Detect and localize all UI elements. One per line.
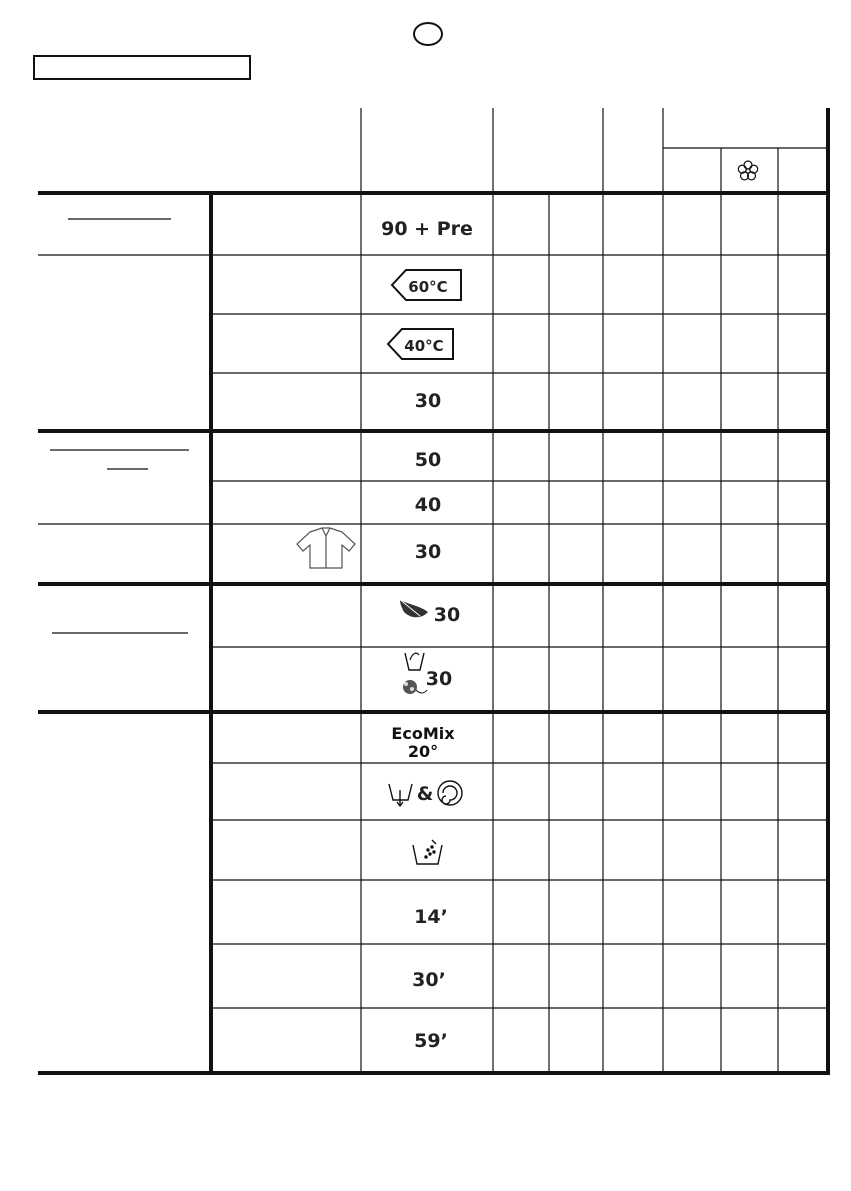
program-time: 14’ [414, 906, 448, 928]
ecomix-label: EcoMix [391, 724, 455, 743]
program-temp: 30 [414, 390, 442, 412]
feather-icon [398, 598, 428, 617]
rinse-icon [413, 840, 442, 864]
program-time: 59’ [414, 1030, 448, 1052]
program-time: 30’ [412, 969, 446, 991]
name-underlines [50, 219, 189, 633]
program-temp: 50 [414, 449, 442, 471]
program-temp: 40°C [404, 337, 444, 355]
shirt-icon [297, 528, 355, 568]
label-tag-icon [388, 329, 453, 359]
ecomix-temp: 20° [407, 742, 439, 761]
grid-lines [38, 108, 830, 1073]
program-temp: 60°C [408, 278, 448, 296]
flower-softener-icon [738, 161, 757, 180]
program-temp: 40 [414, 494, 442, 516]
program-temp: 30 [425, 668, 453, 690]
program-temp: 30 [414, 541, 442, 563]
hand-wash-wool-icon [403, 653, 427, 694]
label-tag-icon [392, 270, 461, 300]
program-temp: 30 [433, 604, 461, 626]
program-temp: & [416, 783, 434, 805]
program-temp: 90 + Pre [381, 218, 473, 240]
